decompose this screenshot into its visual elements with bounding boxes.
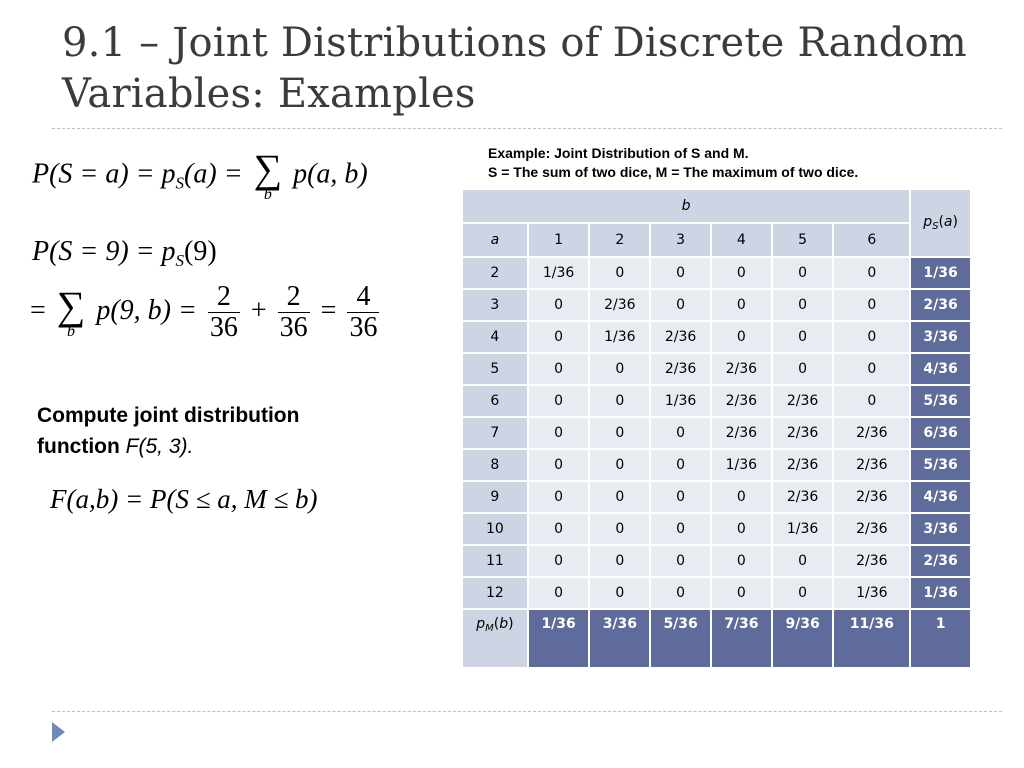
table-cell: 0 bbox=[772, 353, 834, 385]
table-cell: 1/36 bbox=[589, 321, 650, 353]
summation: ∑ b bbox=[253, 146, 283, 203]
row-header: 2 bbox=[462, 257, 528, 289]
table-cell: 0 bbox=[528, 289, 590, 321]
table-row bbox=[462, 385, 971, 417]
row-header: 6 bbox=[462, 385, 528, 417]
table-cell: 1/36 bbox=[833, 577, 910, 609]
table-cell: 2/36 bbox=[772, 481, 834, 513]
row-header: 7 bbox=[462, 417, 528, 449]
table-cell: 0 bbox=[528, 417, 590, 449]
formula-subscript: S bbox=[175, 251, 185, 270]
formula-lhs: P(S = a) = p bbox=[32, 158, 176, 190]
column-header: 6 bbox=[833, 223, 910, 257]
table-cell: 0 bbox=[589, 545, 650, 577]
table-cell: 0 bbox=[772, 321, 834, 353]
compute-prompt bbox=[37, 400, 437, 462]
table-cell: 0 bbox=[589, 353, 650, 385]
table-row bbox=[462, 513, 971, 545]
fraction-3: $\frac{4}{36}$ bbox=[349, 281, 378, 343]
table-cell: 2/36 bbox=[650, 353, 711, 385]
example-line1: Example: Joint Distribution of S and M. bbox=[488, 145, 749, 161]
example-line2: S = The sum of two dice, M = The maximum of two dice. bbox=[488, 164, 859, 180]
ps-value: 2/36 bbox=[910, 289, 971, 321]
summation-index: b bbox=[67, 322, 76, 340]
table-cell: 0 bbox=[772, 257, 834, 289]
table-cell: 0 bbox=[650, 257, 711, 289]
table-cell: 0 bbox=[589, 257, 650, 289]
table-cell: 0 bbox=[589, 513, 650, 545]
table-cell: 0 bbox=[528, 385, 590, 417]
table-cell: 0 bbox=[711, 289, 772, 321]
triangle-right-icon[interactable] bbox=[52, 722, 65, 742]
pm-row bbox=[462, 609, 971, 668]
table-cell: 0 bbox=[528, 545, 590, 577]
table-cell: 0 bbox=[589, 417, 650, 449]
fraction-2: $\frac{2}{36}$ bbox=[279, 281, 308, 343]
compute-line2: function bbox=[37, 435, 120, 458]
pm-value: 3/36 bbox=[589, 609, 650, 668]
row-header: 3 bbox=[462, 289, 528, 321]
table-cell: 0 bbox=[772, 577, 834, 609]
pm-value: 1/36 bbox=[528, 609, 590, 668]
column-header: 1 bbox=[528, 223, 590, 257]
ps-header: $p_S(a)$ bbox=[910, 189, 971, 257]
table-cell: 0 bbox=[833, 257, 910, 289]
table-cell: 2/36 bbox=[833, 417, 910, 449]
summation: ∑ b bbox=[56, 282, 86, 340]
table-row bbox=[462, 353, 971, 385]
slide-title: 9.1 – Joint Distributions of Discrete Random Variables: Examples bbox=[62, 20, 967, 117]
table-cell: 0 bbox=[589, 385, 650, 417]
total-value: 1 bbox=[910, 609, 971, 668]
pm-value: 5/36 bbox=[650, 609, 711, 668]
compute-function: F(5, 3). bbox=[125, 435, 194, 458]
summation-index: b bbox=[263, 186, 272, 203]
ps-value: 5/36 bbox=[910, 385, 971, 417]
table-cell: 0 bbox=[650, 449, 711, 481]
plus-sign: + bbox=[250, 294, 267, 326]
equals-sign: = bbox=[320, 294, 337, 326]
example-caption bbox=[488, 144, 858, 182]
column-header: 5 bbox=[772, 223, 834, 257]
table-cell: 2/36 bbox=[589, 289, 650, 321]
formula-ps-nine bbox=[32, 236, 217, 271]
table-cell: 0 bbox=[711, 321, 772, 353]
table-cell: 0 bbox=[528, 321, 590, 353]
table-row bbox=[462, 577, 971, 609]
table-cell: 0 bbox=[589, 481, 650, 513]
formula-joint-cdf: F(a,b) = P(S ≤ a, M ≤ b) bbox=[50, 484, 318, 514]
pm-value: 11/36 bbox=[833, 609, 910, 668]
ps-value: 1/36 bbox=[910, 257, 971, 289]
table-cell: 0 bbox=[711, 577, 772, 609]
table-cell: 0 bbox=[833, 289, 910, 321]
table-cell: 0 bbox=[528, 353, 590, 385]
table-cell: 2/36 bbox=[772, 417, 834, 449]
ps-value: 4/36 bbox=[910, 353, 971, 385]
table-cell: 0 bbox=[711, 481, 772, 513]
table-cell: 1/36 bbox=[772, 513, 834, 545]
formula-expr: p(9, b) = bbox=[96, 294, 197, 326]
table-cell: 2/36 bbox=[833, 449, 910, 481]
table-cell: 2/36 bbox=[711, 385, 772, 417]
row-header: 11 bbox=[462, 545, 528, 577]
table-cell: 0 bbox=[650, 417, 711, 449]
table-cell: 1/36 bbox=[650, 385, 711, 417]
table-row bbox=[462, 417, 971, 449]
table-cell: 0 bbox=[711, 257, 772, 289]
formula-rhs: p(a, b) bbox=[293, 158, 368, 190]
ps-value: 5/36 bbox=[910, 449, 971, 481]
table-cell: 2/36 bbox=[772, 449, 834, 481]
table-cell: 2/36 bbox=[833, 513, 910, 545]
table-row bbox=[462, 321, 971, 353]
row-header: 5 bbox=[462, 353, 528, 385]
table-cell: 2/36 bbox=[833, 545, 910, 577]
row-header: 4 bbox=[462, 321, 528, 353]
formula-lhs: P(S = 9) = p bbox=[32, 236, 176, 267]
formula-ps-definition bbox=[32, 146, 368, 203]
table-cell: 0 bbox=[833, 353, 910, 385]
row-header: 9 bbox=[462, 481, 528, 513]
ps-value: 6/36 bbox=[910, 417, 971, 449]
ps-value: 3/36 bbox=[910, 321, 971, 353]
table-row bbox=[462, 481, 971, 513]
ps-value: 4/36 bbox=[910, 481, 971, 513]
table-cell: 0 bbox=[711, 513, 772, 545]
table-cell: 2/36 bbox=[650, 321, 711, 353]
ps-value: 3/36 bbox=[910, 513, 971, 545]
table-cell: 1/36 bbox=[528, 257, 590, 289]
table-cell: 0 bbox=[772, 289, 834, 321]
b-header: b bbox=[462, 189, 910, 223]
table-cell: 0 bbox=[528, 481, 590, 513]
table-cell: 0 bbox=[650, 545, 711, 577]
ps-value: 2/36 bbox=[910, 545, 971, 577]
table-cell: 0 bbox=[528, 577, 590, 609]
row-header: 12 bbox=[462, 577, 528, 609]
table-cell: 0 bbox=[528, 449, 590, 481]
a-header: a bbox=[462, 223, 528, 257]
table-cell: 2/36 bbox=[772, 385, 834, 417]
table-cell: 0 bbox=[833, 385, 910, 417]
table-row bbox=[462, 257, 971, 289]
fraction-1: $\frac{2}{36}$ bbox=[209, 281, 238, 343]
joint-distribution-table bbox=[461, 188, 972, 669]
table-row bbox=[462, 289, 971, 321]
table-cell: 0 bbox=[589, 577, 650, 609]
table-cell: 0 bbox=[650, 481, 711, 513]
formula-lead: = bbox=[30, 294, 46, 326]
table-cell: 0 bbox=[772, 545, 834, 577]
table-row bbox=[462, 449, 971, 481]
ps-value: 1/36 bbox=[910, 577, 971, 609]
table-cell: 2/36 bbox=[833, 481, 910, 513]
title-divider bbox=[52, 128, 1002, 129]
pm-label: $p_M(b)$ bbox=[462, 609, 528, 668]
formula-mid: (a) = bbox=[184, 158, 243, 190]
formula-subscript: S bbox=[175, 173, 185, 193]
table-cell: 1/36 bbox=[711, 449, 772, 481]
table-cell: 0 bbox=[650, 289, 711, 321]
pm-value: 7/36 bbox=[711, 609, 772, 668]
column-header: 4 bbox=[711, 223, 772, 257]
table-cell: 0 bbox=[589, 449, 650, 481]
table-cell: 0 bbox=[528, 513, 590, 545]
row-header: 8 bbox=[462, 449, 528, 481]
column-header: 3 bbox=[650, 223, 711, 257]
footer-divider bbox=[52, 711, 1002, 712]
formula-sum-nine bbox=[30, 282, 383, 343]
table-cell: 0 bbox=[711, 545, 772, 577]
table-cell: 0 bbox=[650, 577, 711, 609]
table-cell: 0 bbox=[833, 321, 910, 353]
table-cell: 0 bbox=[650, 513, 711, 545]
table-cell: 2/36 bbox=[711, 353, 772, 385]
compute-line1: Compute joint distribution bbox=[37, 404, 300, 427]
pm-value: 9/36 bbox=[772, 609, 834, 668]
row-header: 10 bbox=[462, 513, 528, 545]
table-row bbox=[462, 545, 971, 577]
formula-rhs: (9) bbox=[184, 236, 217, 267]
table-cell: 2/36 bbox=[711, 417, 772, 449]
column-header: 2 bbox=[589, 223, 650, 257]
